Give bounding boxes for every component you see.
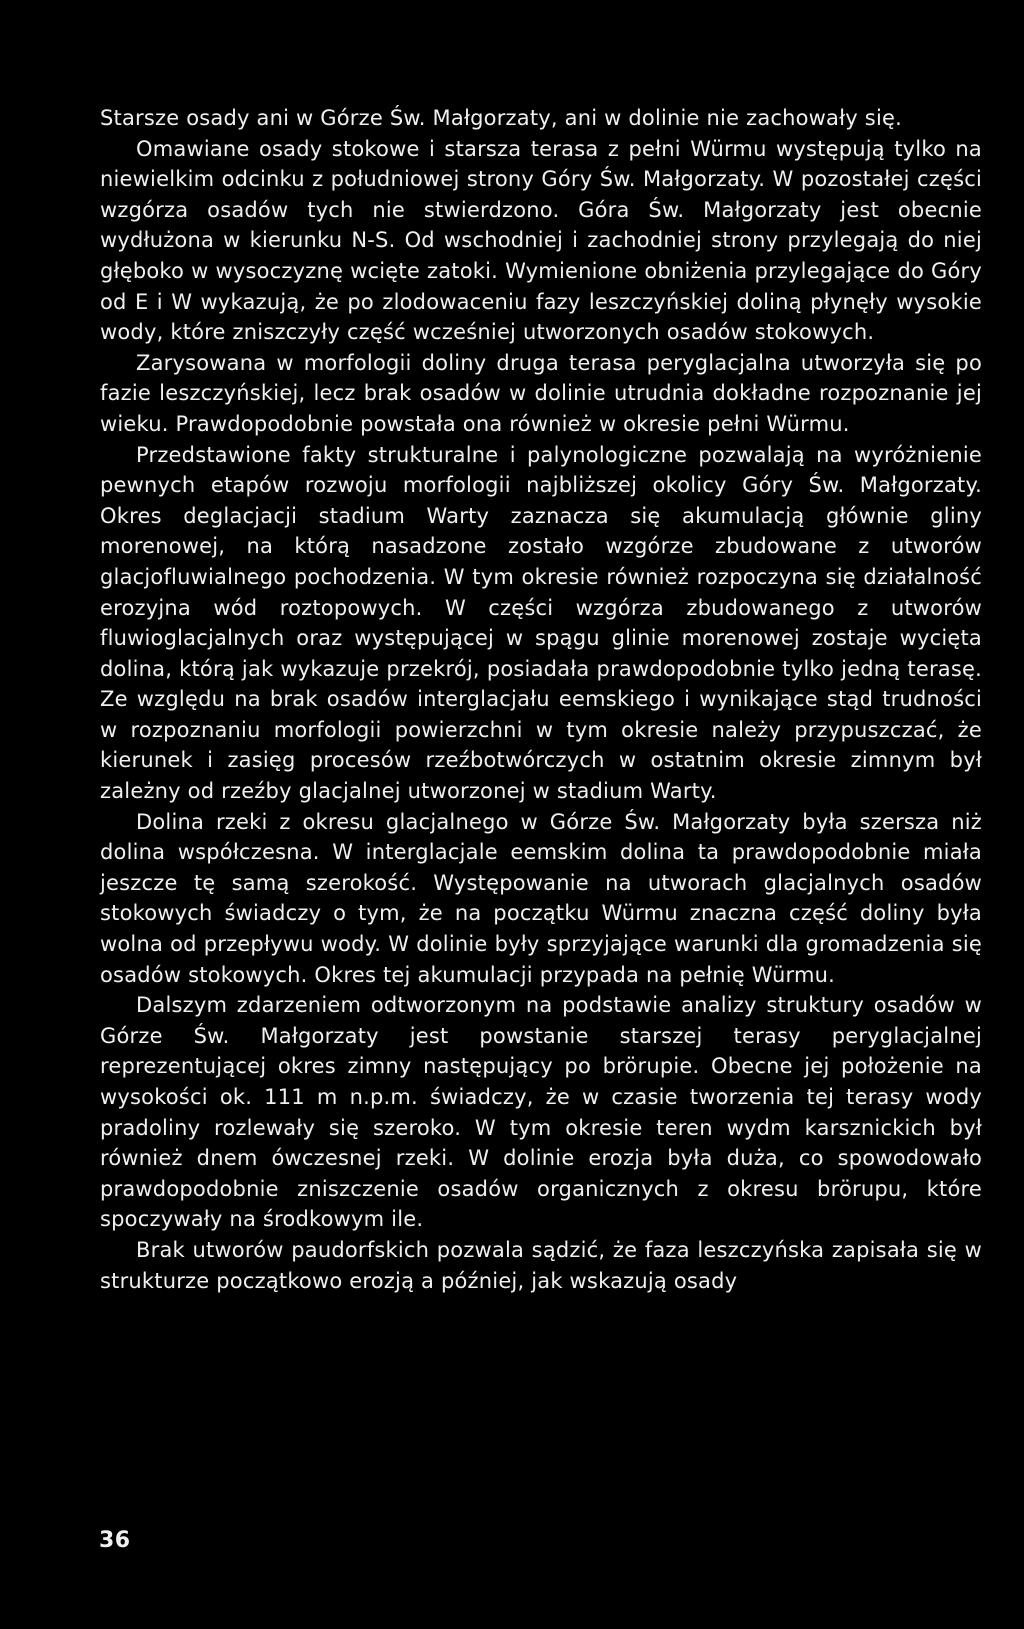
paragraph-2: Omawiane osady stokowe i starsza terasa z pełni Würmu występują tylko na niewielkim odcinku z południowej strony Góry Św. Małgorzaty. W pozostałej części wzgórza osadów tych nie stwierdzono. Góra Św. Małgorzaty jest obecnie wydłużona w kierunku N-S. Od wschodniej i zachodniej strony przylegają do niej głęboko w wysoczyznę wcięte zatoki. Wymienione obniżenia przylegające do Góry od E i W wykazują, że po zlodowaceniu fazy leszczyńskiej doliną płynęły wysokie wody, które zniszczyły część wcześniej utworzonych osadów stokowych. xyxy=(100,136,982,345)
paragraph-4: Przedstawione fakty strukturalne i palynologiczne pozwalają na wyróżnienie pewnych etapów rozwoju morfologii najbliższej okolicy Góry Św. Małgorzaty. Okres deglacjacji stadium Warty zaznacza się akumulacją głównie gliny morenowej, na którą nasadzone zostało wzgórze zbudowane z utworów glacjofluwialnego pochodzenia. W tym okresie również rozpoczyna się działalność erozyjna wód roztopowych. W części wzgórza zbudowanego z utworów fluwioglacjalnych oraz występującej w spągu glinie morenowej zostaje wycięta dolina, którą jak wykazuje przekrój, posiadała prawdopodobnie tylko jedną terasę. Ze względu na brak osadów interglacjału eemskiego i wynikające stąd trudności w rozpoznaniu morfologii powierzchni w tym okresie należy przypuszczać, że kierunek i zasięg procesów rzeźbotwórczych w ostatnim okresie zimnym był zależny od rzeźby glacjalnej utworzonej w stadium Warty. xyxy=(100,442,982,804)
page-number: 36 xyxy=(99,1528,131,1553)
paragraph-3: Zarysowana w morfologii doliny druga terasa peryglacjalna utworzyła się po fazie leszczyńskiej, lecz brak osadów w dolinie utrudnia dokładne rozpoznanie jej wieku. Prawdopodobnie powstała ona również w okresie pełni Würmu. xyxy=(100,350,982,436)
paragraph-1: Starsze osady ani w Górze Św. Małgorzaty, ani w dolinie nie zachowały się. xyxy=(100,106,902,130)
paragraph-5: Dolina rzeki z okresu glacjalnego w Górze Św. Małgorzaty była szersza niż dolina współczesna. W interglacjale eemskim dolina ta prawdopodobnie miała jeszcze tę samą szerokość. Występowanie na utworach glacjalnych osadów stokowych świadczy o tym, że na początku Würmu znaczna część doliny była wolna od przepływu wody. W dolinie były sprzyjające warunki dla gromadzenia się osadów stokowych. Okres tej akumulacji przypada na pełnię Würmu. xyxy=(100,809,982,987)
paragraph-7: Brak utworów paudorfskich pozwala sądzić, że faza leszczyńska zapisała się w strukturze początkowo erozją a później, jak wskazują osady xyxy=(100,1237,982,1293)
body-text xyxy=(100,103,982,1296)
paragraph-6: Dalszym zdarzeniem odtworzonym na podstawie analizy struktury osadów w Górze Św. Małgorzaty jest powstanie starszej terasy peryglacjalnej reprezentującej okres zimny następujący po brörupie. Obecne jej położenie na wysokości ok. 111 m n.p.m. świadczy, że w czasie tworzenia tej terasy wody pradoliny rozlewały się szeroko. W tym okresie teren wydm karsznickich był również dnem ówczesnej rzeki. W dolinie erozja była duża, co spowodowało prawdopodobnie zniszczenie osadów organicznych z okresu brörupu, które spoczywały na środkowym ile. xyxy=(100,993,982,1232)
